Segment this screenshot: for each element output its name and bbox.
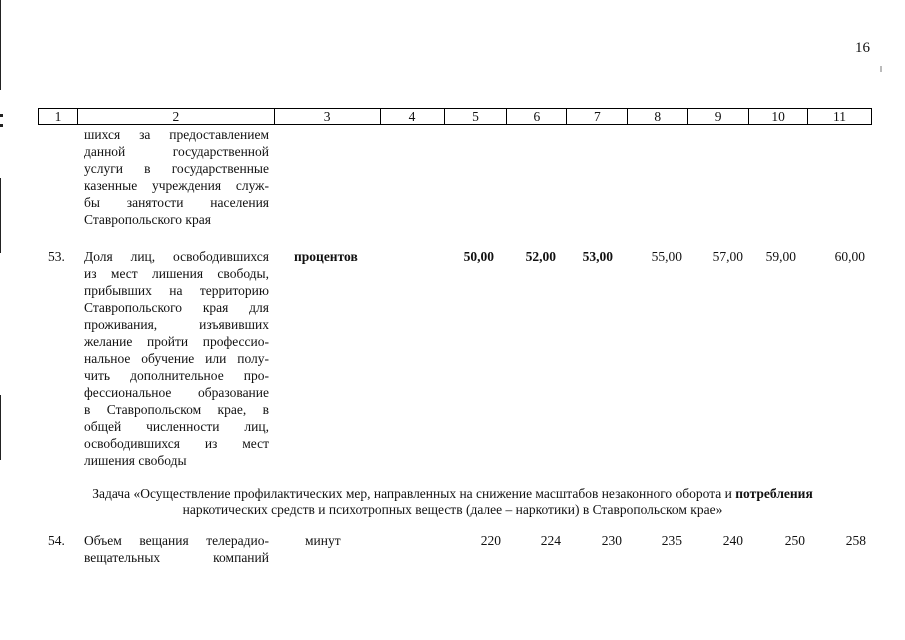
text-line: вещательных компаний [84,550,269,565]
unit-cell: процентов [294,249,358,264]
text-line: казенные учреждения служ- [84,178,269,193]
row-number: 54. [48,533,65,548]
text-line: фессиональное образование [84,385,269,400]
text-line: Доля лиц, освободившихся [84,249,269,264]
column-header: 7 [567,109,628,124]
text-line: Ставропольского края [84,212,211,227]
scan-edge-mark [0,124,3,127]
value-cell: 57,00 [712,249,743,264]
page-number: 16 [855,40,870,56]
column-header: 11 [808,109,872,124]
value-cell: 258 [845,533,866,548]
column-header-row [38,108,872,125]
value-cell: 52,00 [525,249,556,264]
text-line: в Ставропольском крае, в [84,402,269,417]
unit-cell: минут [305,533,341,548]
column-header: 5 [445,109,508,124]
scan-edge-line [0,178,1,253]
text-line: услуги в государственные [84,161,269,176]
column-header: 10 [749,109,808,124]
value-cell: 220 [480,533,501,548]
text-line: Ставропольского края для [84,300,269,315]
scan-edge-line [0,395,1,460]
scan-edge-mark [0,114,3,117]
value-cell: 60,00 [834,249,865,264]
text-line: чить дополнительное про- [84,368,269,383]
text-line: из мест лишения свободы, [84,266,269,281]
value-cell: 250 [784,533,805,548]
column-header: 3 [275,109,381,124]
column-header: 6 [507,109,567,124]
value-cell: 50,00 [463,249,494,264]
column-header: 4 [381,109,445,124]
value-cell: 230 [601,533,622,548]
task-line-1 [0,486,905,502]
text-line: прибывших на территорию [84,283,269,298]
task-text-bold: потребления [735,486,813,501]
value-cell: 59,00 [765,249,796,264]
task-line-2: наркотических средств и психотропных веществ (далее – наркотики) в Ставропольском крае» [182,502,723,517]
row-number: 53. [48,249,65,264]
scan-speck [880,66,882,72]
text-line: бы занятости населения [84,195,269,210]
text-line: нальное обучение или полу- [84,351,269,366]
value-cell: 55,00 [651,249,682,264]
column-header: 9 [688,109,749,124]
value-cell: 53,00 [582,249,613,264]
text-line: данной государственной [84,144,269,159]
text-line: освободившихся из мест [84,436,269,451]
task-text: Задача «Осуществление профилактических мер, направленных на снижение масштабов незаконного оборота и [92,486,736,501]
text-line: желание пройти профессио- [84,334,269,349]
text-line: общей численности лиц, [84,419,269,434]
column-header: 2 [78,109,275,124]
value-cell: 224 [540,533,561,548]
value-cell: 235 [661,533,682,548]
text-line: Объем вещания телерадио- [84,533,269,548]
text-line: лишения свободы [84,453,187,468]
column-header: 1 [39,109,78,124]
scan-edge-line [0,0,1,90]
text-line: проживания, изъявивших [84,317,269,332]
column-header: 8 [628,109,688,124]
value-cell: 240 [722,533,743,548]
text-line: шихся за предоставлением [84,127,269,142]
